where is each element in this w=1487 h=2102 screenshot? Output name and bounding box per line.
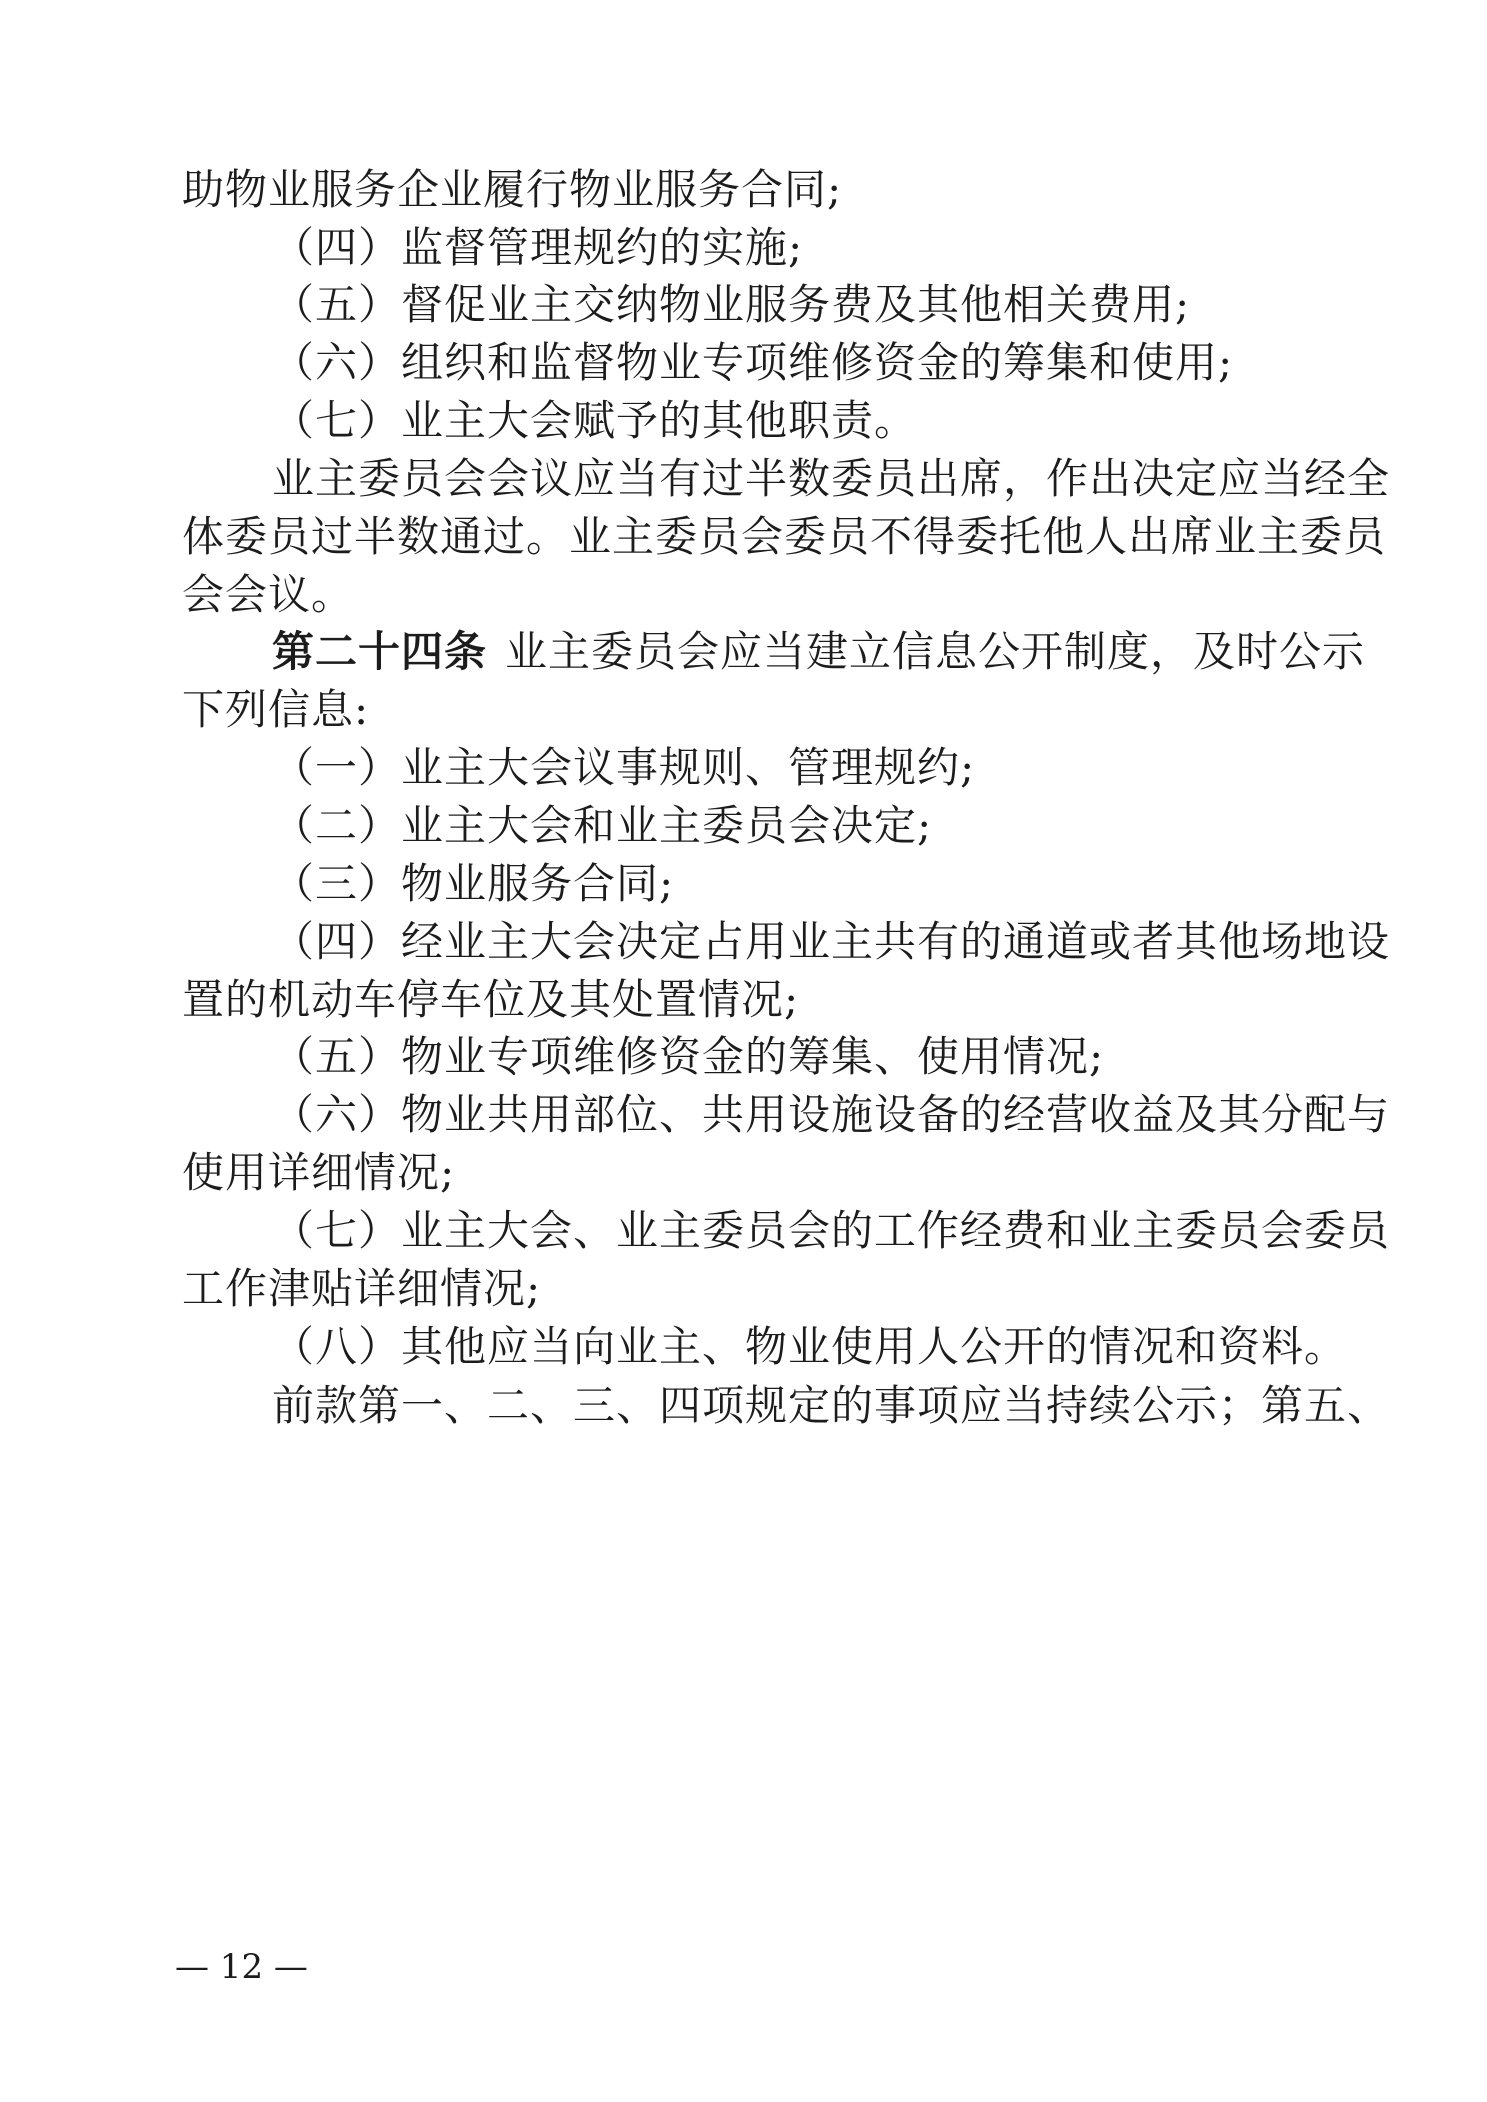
text-line: （八）其他应当向业主、物业使用人公开的情况和资料。 [272, 1322, 1348, 1371]
text-line: （六）组织和监督物业专项维修资金的筹集和使用; [272, 338, 1234, 387]
text-line: 会会议。 [182, 570, 355, 619]
text-line: （一）业主大会议事规则、管理规约; [272, 743, 976, 792]
text-line: （五）督促业主交纳物业服务费及其他相关费用; [272, 280, 1191, 329]
article-heading: 第二十四条 [272, 627, 488, 676]
text-line: 业主委员会应当建立信息公开制度，及时公示 [505, 627, 1366, 676]
text-line: 前款第一、二、三、四项规定的事项应当持续公示；第五、 [272, 1381, 1391, 1430]
text-line: 体委员过半数通过。业主委员会委员不得委托他人出席业主委员 [182, 512, 1387, 561]
text-line: （五）物业专项维修资金的筹集、使用情况; [272, 1032, 1105, 1081]
text-line: （七）业主大会、业主委员会的工作经费和业主委员会委员 [272, 1206, 1391, 1255]
text-line: （四）经业主大会决定占用业主共有的通道或者其他场地设 [272, 917, 1391, 966]
text-line: （六）物业共用部位、共用设施设备的经营收益及其分配与 [272, 1090, 1391, 1139]
text-line: （四）监督管理规约的实施; [272, 223, 804, 272]
text-line: 使用详细情况; [182, 1148, 456, 1197]
text-line: （二）业主大会和业主委员会决定; [272, 801, 933, 850]
text-line: 下列信息: [182, 685, 370, 734]
text-line: （七）业主大会赋予的其他职责。 [272, 396, 918, 445]
text-line: 置的机动车停车位及其处置情况; [182, 975, 800, 1024]
text-line: 业主委员会会议应当有过半数委员出席，作出决定应当经全 [272, 454, 1391, 503]
text-line: 助物业服务企业履行物业服务合同; [182, 165, 843, 214]
text-line: 工作津贴详细情况; [182, 1264, 542, 1313]
text-line: （三）物业服务合同; [272, 859, 675, 908]
page-number: — 12 — [175, 1947, 308, 1987]
